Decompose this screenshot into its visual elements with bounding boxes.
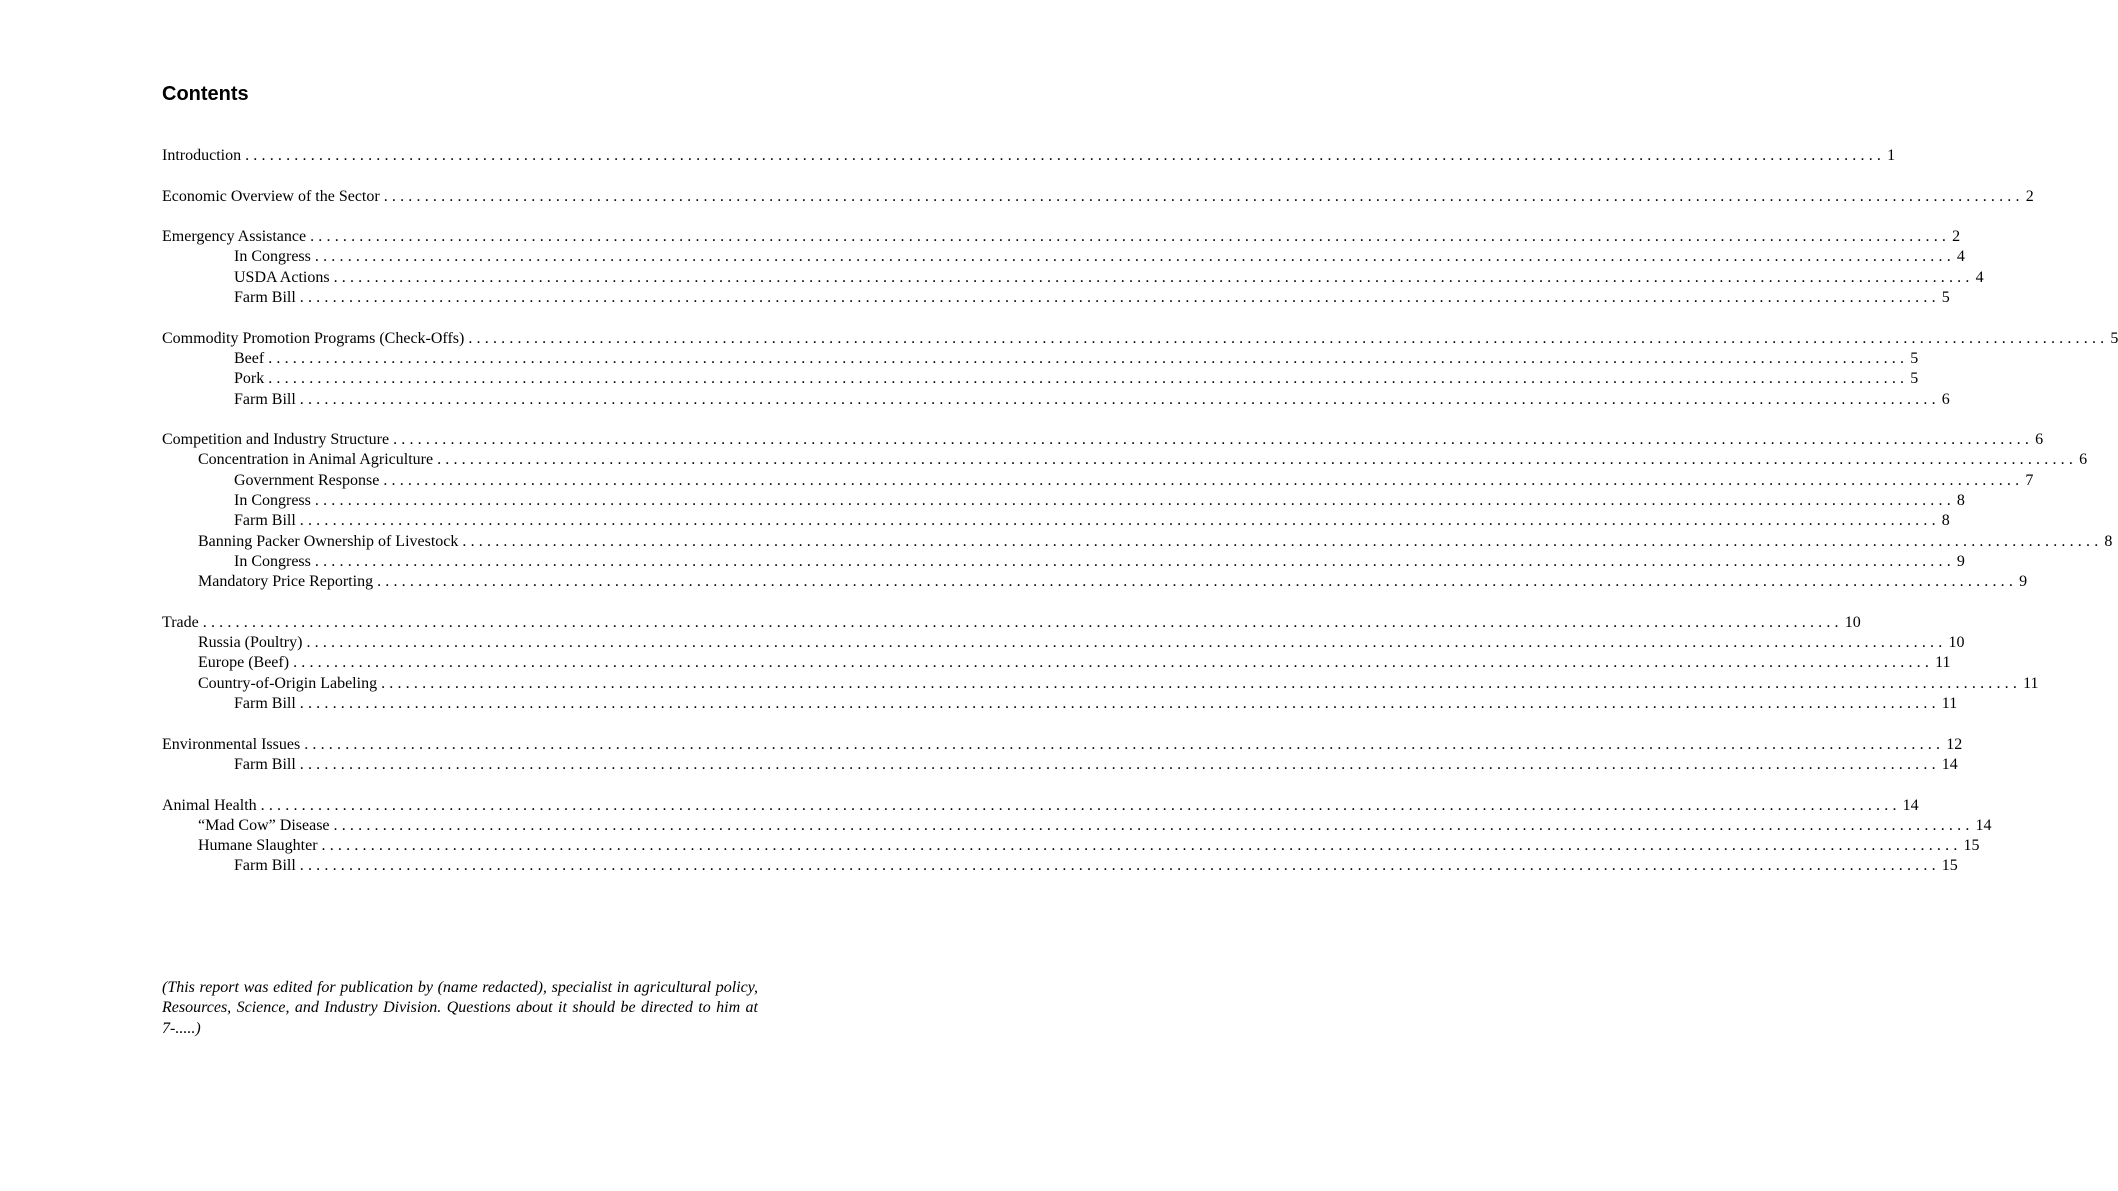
toc-entry-page: 10 — [1844, 613, 1861, 631]
toc-dot-leader: ........................................................................................................................................................................................................ — [299, 695, 1940, 713]
toc-entry — [162, 532, 2113, 552]
toc-entry — [162, 349, 1919, 369]
toc-entry-page: 11 — [1941, 695, 1958, 713]
toc-entry-page: 7 — [2025, 471, 2034, 489]
toc-dot-leader: ........................................................................................................................................................................................................ — [260, 796, 1901, 814]
toc-entry — [162, 146, 1896, 166]
toc-entry-label: In Congress — [234, 492, 311, 510]
toc-entry — [162, 735, 1963, 755]
toc-entry-page: 14 — [1902, 796, 1919, 814]
toc-entry-page: 11 — [1935, 654, 1951, 672]
toc-section — [162, 146, 1896, 166]
toc-entry-page: 9 — [1956, 552, 1965, 570]
toc-entry — [162, 572, 2028, 592]
toc-entry-label: Beef — [234, 349, 265, 367]
toc-dot-leader: ........................................................................................................................................................................................................ — [299, 289, 1940, 307]
toc-entry-page: 12 — [1946, 735, 1963, 753]
toc-entry-label: Country-of-Origin Labeling — [198, 674, 378, 692]
toc-dot-leader: ........................................................................................................................................................................................................ — [314, 552, 1955, 570]
toc-entry-page: 8 — [2104, 532, 2113, 550]
toc-entry-page: 10 — [1948, 634, 1965, 652]
toc-entry-label: Farm Bill — [234, 857, 296, 875]
toc-entry-page: 5 — [1910, 370, 1919, 388]
toc-dot-leader: ........................................................................................................................................................................................................ — [321, 837, 1962, 855]
toc-entry — [162, 552, 1965, 572]
toc-dot-leader: ........................................................................................................................................................................................................ — [306, 634, 1947, 652]
toc-dot-leader: ........................................................................................................................................................................................................ — [468, 329, 2109, 347]
toc-entry — [162, 329, 2118, 349]
toc-entry — [162, 836, 1980, 856]
toc-entry-page: 8 — [1941, 512, 1950, 530]
toc-section — [162, 735, 1963, 776]
toc-section — [162, 227, 1984, 308]
toc-entry-page: 1 — [1887, 147, 1896, 164]
toc-dot-leader: ........................................................................................................................................................................................................ — [304, 735, 1945, 753]
toc-entry-label: Emergency Assistance — [162, 228, 307, 246]
toc-entry-page: 15 — [1941, 857, 1958, 875]
toc-entry-label: Farm Bill — [234, 695, 296, 713]
toc-entry-page: 6 — [2079, 451, 2088, 469]
toc-entry-label: Farm Bill — [234, 289, 296, 307]
toc-dot-leader: ........................................................................................................................................................................................................ — [310, 228, 1951, 246]
toc-entry-page: 8 — [1956, 492, 1965, 510]
toc-dot-leader: ........................................................................................................................................................................................................ — [333, 816, 1974, 834]
toc-dot-leader: ........................................................................................................................................................................................................ — [437, 451, 2078, 469]
toc-dot-leader: ........................................................................................................................................................................................................ — [393, 431, 2034, 449]
toc-dot-leader: ........................................................................................................................................................................................................ — [462, 532, 2103, 550]
toc-dot-leader: ........................................................................................................................................................................................................ — [383, 187, 2024, 205]
toc-entry-label: In Congress — [234, 552, 311, 570]
toc-entry — [162, 471, 2034, 491]
editor-note: (This report was edited for publication by (name redacted), specialist in agricultural policy, Resources, Science, and Industry Division. Questions about it should be directed to him at 7-.....) — [162, 979, 758, 1037]
toc-dot-leader: ........................................................................................................................................................................................................ — [314, 248, 1955, 266]
toc-entry — [162, 653, 1951, 673]
table-of-contents — [162, 146, 2118, 897]
toc-entry — [162, 430, 2044, 450]
toc-entry-page: 11 — [2023, 674, 2039, 692]
toc-entry-label: Introduction — [162, 147, 242, 164]
toc-entry-label: Humane Slaughter — [198, 837, 318, 855]
toc-entry-page: 9 — [2019, 573, 2028, 591]
toc-dot-leader: ........................................................................................................................................................................................................ — [202, 613, 1843, 631]
toc-entry — [162, 633, 1965, 653]
toc-entry — [162, 268, 1984, 288]
toc-entry — [162, 369, 1919, 389]
toc-section — [162, 430, 2113, 592]
toc-entry — [162, 796, 1919, 816]
toc-entry-label: Economic Overview of the Sector — [162, 187, 380, 205]
toc-dot-leader: ........................................................................................................................................................................................................ — [299, 755, 1940, 773]
toc-entry — [162, 694, 1958, 714]
toc-entry — [162, 288, 1950, 308]
toc-entry-label: In Congress — [234, 248, 311, 266]
toc-entry — [162, 491, 1965, 511]
toc-dot-leader: ........................................................................................................................................................................................................ — [299, 390, 1940, 408]
toc-entry-label: USDA Actions — [234, 268, 330, 286]
toc-entry-label: “Mad Cow” Disease — [198, 816, 330, 834]
toc-entry-label: Banning Packer Ownership of Livestock — [198, 532, 459, 550]
toc-entry-label: Farm Bill — [234, 755, 296, 773]
toc-entry-label: Environmental Issues — [162, 735, 301, 753]
toc-section — [162, 329, 2118, 410]
toc-entry — [162, 247, 1965, 267]
toc-entry-label: Government Response — [234, 471, 380, 489]
toc-entry — [162, 511, 1950, 531]
toc-dot-leader: ........................................................................................................................................................................................................ — [245, 147, 1886, 164]
toc-entry-label: Trade — [162, 613, 199, 631]
toc-entry — [162, 613, 1861, 633]
toc-entry-page: 6 — [2035, 431, 2044, 449]
toc-dot-leader: ........................................................................................................................................................................................................ — [299, 857, 1940, 875]
toc-entry — [162, 227, 1961, 247]
toc-entry-label: Mandatory Price Reporting — [198, 573, 374, 591]
toc-entry-label: Europe (Beef) — [198, 654, 290, 672]
toc-section — [162, 187, 2034, 207]
toc-dot-leader: ........................................................................................................................................................................................................ — [314, 492, 1955, 510]
toc-entry-label: Concentration in Animal Agriculture — [198, 451, 434, 469]
toc-section — [162, 796, 1992, 877]
toc-entry-label: Animal Health — [162, 796, 257, 814]
toc-dot-leader: ........................................................................................................................................................................................................ — [333, 268, 1974, 286]
toc-entry-page: 5 — [1910, 349, 1919, 367]
toc-entry-label: Russia (Poultry) — [198, 634, 303, 652]
toc-dot-leader: ........................................................................................................................................................................................................ — [377, 573, 2018, 591]
toc-entry — [162, 674, 2039, 694]
toc-entry-label: Pork — [234, 370, 265, 388]
toc-entry-label: Farm Bill — [234, 390, 296, 408]
toc-entry-page: 14 — [1975, 816, 1992, 834]
toc-entry-page: 4 — [1956, 248, 1965, 266]
toc-dot-leader: ........................................................................................................................................................................................................ — [268, 370, 1909, 388]
toc-entry-page: 5 — [2110, 329, 2118, 347]
toc-dot-leader: ........................................................................................................................................................................................................ — [268, 349, 1909, 367]
toc-entry-page: 15 — [1963, 837, 1980, 855]
toc-dot-leader: ........................................................................................................................................................................................................ — [293, 654, 1934, 672]
toc-dot-leader: ........................................................................................................................................................................................................ — [383, 471, 2024, 489]
toc-entry-page: 6 — [1941, 390, 1950, 408]
toc-entry-label: Commodity Promotion Programs (Check-Offs) — [162, 329, 465, 347]
toc-entry-page: 2 — [1952, 228, 1961, 246]
toc-entry-label: Farm Bill — [234, 512, 296, 530]
toc-section — [162, 613, 2039, 714]
toc-entry — [162, 816, 1992, 836]
toc-dot-leader: ........................................................................................................................................................................................................ — [381, 674, 2022, 692]
toc-entry-page: 14 — [1941, 755, 1958, 773]
toc-dot-leader: ........................................................................................................................................................................................................ — [299, 512, 1940, 530]
toc-entry-page: 2 — [2025, 187, 2034, 205]
toc-entry-page: 5 — [1941, 289, 1950, 307]
page-title: Contents — [162, 83, 249, 105]
toc-entry — [162, 450, 2088, 470]
toc-entry — [162, 856, 1958, 876]
toc-entry — [162, 187, 2034, 207]
toc-entry — [162, 390, 1950, 410]
toc-entry — [162, 755, 1958, 775]
toc-entry-label: Competition and Industry Structure — [162, 431, 390, 449]
toc-entry-page: 4 — [1975, 268, 1984, 286]
